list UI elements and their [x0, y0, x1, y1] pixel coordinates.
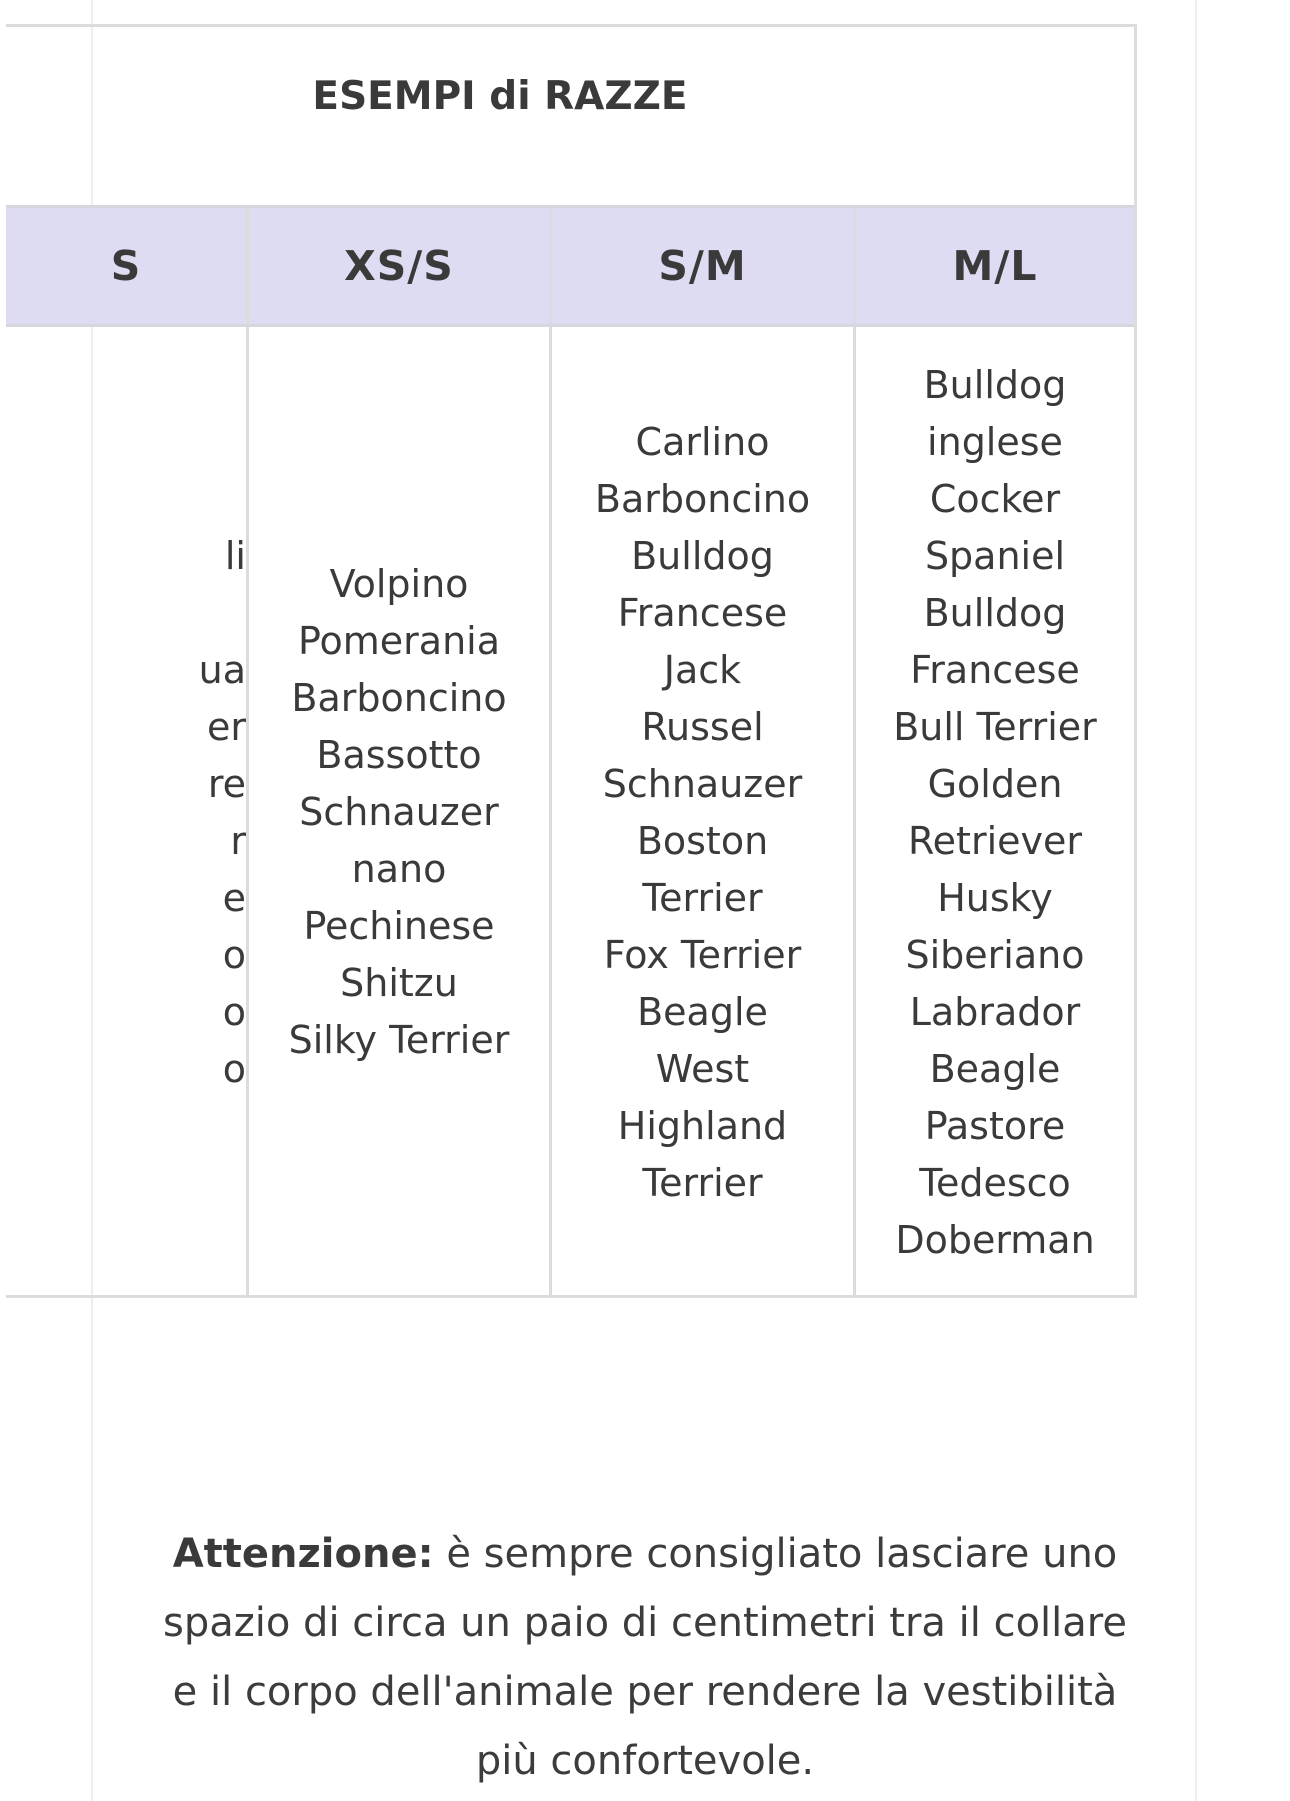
- breed-name: Russel: [641, 704, 764, 749]
- breed-list: [249, 556, 549, 1069]
- breed-name: Francese: [910, 647, 1080, 692]
- breed-name: nano: [351, 847, 447, 891]
- breed-name: Siberiano: [905, 932, 1085, 977]
- header-cell: [856, 208, 1134, 324]
- breed-name: Schnauzer: [602, 761, 803, 806]
- breed-name: Jack: [663, 647, 742, 692]
- header-label: S/M: [658, 242, 747, 290]
- breed-name: o: [222, 932, 246, 977]
- table-header-row: [6, 205, 1134, 327]
- breed-name: Tedesco: [919, 1160, 1071, 1205]
- breed-list: [552, 414, 853, 1212]
- breed-list: [6, 528, 246, 1098]
- breed-name: Fox Terrier: [603, 932, 802, 977]
- breed-name: Beagle: [637, 989, 768, 1034]
- breed-name: West: [655, 1046, 750, 1091]
- breed-name: Bassotto: [316, 733, 482, 777]
- breed-name: Terrier: [642, 875, 763, 920]
- table-row: [6, 327, 1134, 1298]
- breed-name: Volpino: [329, 562, 469, 606]
- breed-name: Pastore: [924, 1103, 1066, 1148]
- breed-name: Bulldog: [923, 590, 1067, 635]
- breed-name: Beagle: [929, 1046, 1061, 1091]
- header-label: S: [110, 242, 142, 290]
- breed-name: Silky Terrier: [288, 1018, 510, 1062]
- breed-name: Bulldog: [923, 362, 1067, 407]
- breed-name: Terrier: [642, 1160, 763, 1205]
- table-scroll-area[interactable]: [6, 24, 1137, 1298]
- breed-name: Barboncino: [291, 676, 507, 720]
- breed-name: ua: [198, 647, 246, 692]
- breed-name: Doberman: [895, 1217, 1095, 1262]
- breed-name: Highland: [617, 1103, 788, 1148]
- breed-name: Shitzu: [340, 961, 458, 1005]
- fit-note: [160, 1520, 1130, 1796]
- header-label: M/L: [952, 242, 1038, 290]
- table-cell: [856, 327, 1134, 1298]
- breed-name: o: [222, 989, 246, 1034]
- breed-size-table[interactable]: [110, 24, 1137, 1298]
- breed-name: Boston: [636, 818, 769, 863]
- breed-name: Retriever: [907, 818, 1083, 863]
- breed-name: Pomerania: [297, 619, 501, 663]
- breed-name: Carlino: [635, 419, 770, 464]
- table-cell: [552, 327, 856, 1298]
- breed-name: Francese: [617, 590, 788, 635]
- breed-name: Pechinese: [303, 904, 495, 948]
- table-cell: [249, 327, 552, 1298]
- breed-name: [6, 585, 246, 642]
- breed-name: Golden: [927, 761, 1063, 806]
- note-label: Attenzione:: [172, 1531, 434, 1577]
- header-cell: [249, 208, 552, 324]
- header-cell: [552, 208, 856, 324]
- breed-name: o: [222, 1046, 246, 1091]
- breed-name: li: [224, 533, 246, 578]
- breed-name: Barboncino: [594, 476, 811, 521]
- table-cell: [6, 327, 249, 1298]
- breed-name: Bulldog: [631, 533, 774, 578]
- breed-list: [856, 357, 1134, 1269]
- breed-name: Husky: [937, 875, 1053, 920]
- header-label: XS/S: [344, 242, 454, 290]
- breed-name: re: [207, 761, 246, 806]
- header-cell: [6, 208, 249, 324]
- breed-name: Schnauzer: [299, 790, 499, 834]
- breed-name: Spaniel: [924, 533, 1066, 578]
- note-text: è sempre consigliato lasciare uno spazio di circa un paio di centimetri tra il collare e il corpo dell'animale per rendere la vestibilità più confortevole.: [163, 1531, 1127, 1784]
- breed-name: er: [206, 704, 246, 749]
- table-caption: ESEMPI di RAZZE: [312, 73, 688, 119]
- breed-name: r: [230, 818, 246, 863]
- breed-name: inglese: [927, 419, 1063, 464]
- breed-name: Labrador: [909, 989, 1081, 1034]
- breed-name: Bull Terrier: [893, 704, 1097, 749]
- breed-name: e: [222, 875, 246, 920]
- breed-name: Cocker: [929, 476, 1061, 521]
